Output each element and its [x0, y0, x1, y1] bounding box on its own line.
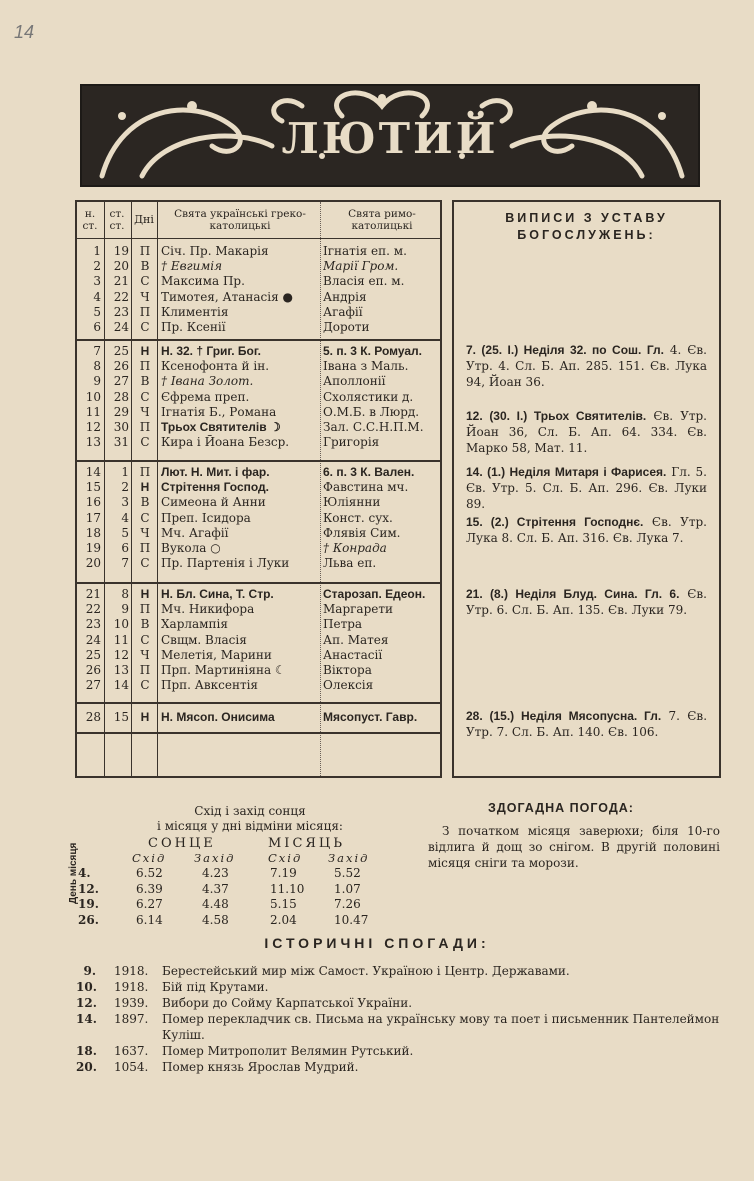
weekday: В [140, 374, 150, 389]
calendar-row [77, 587, 440, 602]
history-text: Берестейський мир між Самост. Україною і Центр. Державами. [162, 964, 570, 978]
old-style-day: 25 [113, 344, 129, 358]
sun-set-time: 4.48 [202, 897, 229, 911]
new-style-day: 25 [85, 647, 101, 662]
new-style-day: 20 [85, 556, 101, 571]
calendar-row [77, 374, 440, 389]
excerpt-text: 4. Єв. Утр. 4. Сл. Б. Ап. 285. 151. Єв. Лука 94, Йоан 36. [466, 343, 707, 389]
week-block [77, 239, 440, 341]
sun-rise-label: Схід [132, 851, 167, 865]
weekday: П [139, 244, 151, 258]
history-text: Помер князь Ярослав Мудрий. [162, 1060, 359, 1074]
old-style-day: 21 [113, 274, 129, 289]
history-text: Бій під Крутами. [162, 980, 269, 994]
greek-catholic-feast: Климентія [161, 304, 229, 319]
calendar-row [77, 678, 440, 693]
day-of-month-label: День місяця [68, 842, 79, 904]
calendar-row [77, 344, 440, 359]
weekday: С [140, 556, 150, 571]
new-style-day: 27 [85, 678, 101, 693]
roman-catholic-feast: 6. п. 3 К. Вален. [323, 465, 415, 479]
new-style-day: 3 [93, 274, 101, 289]
calendar-row [77, 274, 440, 289]
header-new-style: н. ст. [82, 208, 98, 232]
calendar-row [77, 259, 440, 274]
calendar-row [77, 710, 440, 725]
weekday: С [140, 274, 150, 289]
history-text: Помер Митрополит Велямин Рутський. [162, 1044, 414, 1058]
roman-catholic-feast: 5. п. 3 К. Ромуал. [323, 344, 422, 358]
weather-title: ЗДОГАДНА ПОГОДА: [488, 801, 634, 815]
roman-catholic-feast: Льва еп. [323, 556, 377, 571]
greek-catholic-feast: † Івана Золот. [161, 374, 254, 389]
new-style-day: 22 [85, 602, 101, 617]
old-style-day: 20 [113, 259, 129, 274]
new-style-day: 17 [85, 510, 101, 525]
weekday: П [139, 602, 151, 617]
history-year: 1897. [114, 1012, 149, 1026]
excerpt-text: Єв. Утр. 6. Сл. Б. Ап. 135. Єв. Луки 79. [466, 587, 707, 617]
greek-catholic-feast: Максима Пр. [161, 274, 245, 289]
weekday: С [140, 632, 150, 647]
calendar-row [77, 290, 440, 305]
excerpt-entry [466, 342, 707, 390]
day: 4. [78, 866, 91, 880]
calendar-row [77, 556, 440, 571]
sun-moon-table [70, 804, 390, 932]
calendar-row [77, 465, 440, 480]
page-number: 14 [14, 22, 35, 42]
sun-moon-row [70, 882, 390, 897]
roman-catholic-feast: Андрія [323, 289, 367, 304]
calendar-table [75, 200, 442, 778]
header-greek-catholic: Свята українські греко-католицькі [174, 208, 306, 232]
roman-catholic-feast: Юліянни [323, 495, 381, 510]
history-title: ІСТОРИЧНІ СПОГАДИ: [264, 935, 490, 951]
old-style-day: 5 [121, 525, 129, 540]
sun-moon-row [70, 913, 390, 928]
old-style-day: 23 [113, 304, 129, 319]
old-style-day: 10 [113, 617, 129, 632]
calendar-row [77, 648, 440, 663]
sun-label: СОНЦЕ [148, 836, 216, 851]
sun-rise-time: 6.14 [136, 912, 163, 927]
roman-catholic-feast: Аполлонії [323, 374, 386, 389]
excerpt-entry [466, 708, 707, 740]
new-style-day: 26 [85, 663, 101, 677]
old-style-day: 27 [113, 374, 129, 389]
sun-set-time: 4.23 [202, 866, 229, 880]
caption-line: і місяця у дні відміни місяця: [157, 819, 343, 833]
excerpt-entry [466, 514, 707, 546]
caption-line: Схід і захід сонця [194, 804, 306, 818]
header-old-style: ст. ст. [109, 208, 125, 232]
greek-catholic-feast: Н. Мясоп. Онисима [161, 710, 275, 724]
weekday: Ч [140, 289, 150, 304]
weekday: В [140, 259, 150, 274]
history-text: Помер перекладчик св. Письма на українську мову та поет і письменник Пантелеймон Куліш. [162, 1012, 720, 1042]
sun-set-time: 4.37 [202, 881, 229, 896]
greek-catholic-feast: Мелетія, Марини [161, 647, 272, 662]
calendar-row [77, 305, 440, 320]
excerpt-heading: 12. (30. І.) Трьох Святителів. [466, 409, 647, 423]
roman-catholic-feast: Агафії [323, 304, 363, 319]
roman-catholic-feast: Ігнатія еп. м. [323, 244, 407, 258]
old-style-day: 13 [113, 663, 129, 677]
roman-catholic-feast: Маргарети [323, 602, 393, 617]
greek-catholic-feast: Прп. Авксентія [161, 678, 258, 693]
moon-set-time: 5.52 [334, 866, 361, 880]
old-style-day: 9 [121, 602, 129, 617]
excerpt-text: Єв. Утр. Лука 8. Сл. Б. Ап. 316. Єв. Лука 7. [466, 515, 707, 545]
history-day: 20. [76, 1060, 97, 1074]
greek-catholic-feast: Свщм. Власія [161, 632, 247, 647]
greek-catholic-feast: Харлампія [161, 617, 228, 632]
calendar-row [77, 420, 440, 435]
greek-catholic-feast: Симеона й Анни [161, 495, 266, 510]
roman-catholic-feast: Марії Гром. [323, 259, 399, 274]
moon-set-label: Захід [328, 851, 370, 865]
history-day: 12. [76, 996, 97, 1010]
greek-catholic-feast: Кира і Йоана Безср. [161, 435, 290, 450]
moon-rise-time: 11.10 [270, 881, 305, 896]
calendar-row [77, 359, 440, 374]
greek-catholic-feast: Лют. Н. Мит. і фар. [161, 465, 270, 479]
calendar-row [77, 244, 440, 259]
calendar-row [77, 602, 440, 617]
old-style-day: 12 [113, 647, 129, 662]
weekday: С [140, 510, 150, 525]
weekday: С [140, 435, 150, 450]
new-style-day: 4 [93, 289, 101, 304]
old-style-day: 1 [121, 465, 129, 479]
old-style-day: 28 [113, 389, 129, 404]
moon-rise-time: 5.15 [270, 897, 297, 911]
calendar-row [77, 495, 440, 510]
greek-catholic-feast: Прп. Мартиніяна ☾ [161, 663, 286, 677]
moon-set-time: 10.47 [334, 912, 369, 927]
calendar-row [77, 320, 440, 335]
weekday: П [139, 420, 151, 434]
greek-catholic-feast: Єфрема преп. [161, 389, 250, 404]
history-text: Вибори до Сойму Карпатської України. [162, 996, 413, 1010]
old-style-day: 24 [113, 320, 129, 334]
roman-catholic-feast: Ап. Матея [323, 632, 389, 647]
new-style-day: 24 [85, 632, 101, 647]
new-style-day: 8 [93, 359, 101, 374]
history-day: 18. [76, 1044, 97, 1058]
old-style-day: 19 [113, 244, 129, 258]
roman-catholic-feast: Фавстина мч. [323, 480, 409, 495]
sun-set-label: Захід [194, 851, 236, 865]
excerpt-heading: 21. (8.) Неділя Блуд. Сина. Гл. 6. [466, 587, 680, 601]
history-year: 1637. [114, 1044, 149, 1058]
excerpt-heading: 15. (2.) Стрітення Господнє. [466, 515, 644, 529]
new-style-day: 21 [85, 587, 101, 601]
greek-catholic-feast: Пр. Ксенії [161, 320, 226, 334]
history-day: 14. [76, 1012, 97, 1026]
roman-catholic-feast: Схолястики д. [323, 389, 414, 404]
new-style-day: 2 [93, 259, 101, 274]
new-style-day: 16 [85, 495, 101, 510]
roman-catholic-feast: Віктора [323, 663, 372, 677]
excerpt-entry [466, 464, 707, 512]
excerpts-title: ВИПИСИ З УСТАВУ БОГОСЛУЖЕНЬ: [505, 211, 668, 242]
month-banner [80, 84, 700, 187]
weekday: П [139, 304, 151, 319]
old-style-day: 14 [113, 678, 129, 693]
weekday: Ч [140, 404, 150, 419]
history-year: 1054. [114, 1060, 149, 1074]
excerpt-heading: 14. (1.) Неділя Митаря і Фарисея. [466, 465, 667, 479]
old-style-day: 22 [113, 289, 129, 304]
weekday: П [139, 359, 151, 374]
history-year: 1939. [114, 996, 149, 1010]
weekday: Н [140, 587, 150, 601]
greek-catholic-feast: Н. 32. † Григ. Бог. [161, 344, 261, 358]
weekday: С [140, 320, 150, 334]
roman-catholic-feast: Григорія [323, 435, 380, 450]
greek-catholic-feast: Ігнатія Б., Романа [161, 404, 277, 419]
roman-catholic-feast: Івана з Маль. [323, 359, 409, 374]
roman-catholic-feast: Власія еп. м. [323, 274, 405, 289]
weather-text: З початком місяця заверюхи; біля 10-го відлига й дощ зо снігом. В другій половині місяця сніги та морози. [428, 824, 720, 870]
roman-catholic-feast: Петра [323, 617, 363, 632]
calendar-row [77, 480, 440, 495]
roman-catholic-feast: Олексія [323, 678, 374, 693]
calendar-row [77, 633, 440, 648]
weekday: П [139, 541, 151, 555]
new-style-day: 11 [85, 404, 101, 419]
history-year: 1918. [114, 980, 149, 994]
roman-catholic-feast: Анастасії [323, 647, 383, 662]
sun-rise-time: 6.52 [136, 866, 163, 880]
old-style-day: 8 [121, 587, 129, 601]
greek-catholic-feast: Тимотея, Атанасія ● [161, 289, 293, 304]
weekday: Ч [140, 525, 150, 540]
new-style-day: 5 [93, 304, 101, 319]
greek-catholic-feast: Пр. Партенія і Луки [161, 556, 290, 571]
history-day: 9. [83, 964, 96, 978]
roman-catholic-feast: Конст. сух. [323, 510, 393, 525]
weekday: Н [140, 480, 150, 495]
excerpt-text: Гл. 5. Єв. Утр. 5. Сл. Б. Ап. 296. Єв. Луки 89. [466, 465, 707, 511]
week-block [77, 582, 440, 704]
greek-catholic-feast: Мч. Никифора [161, 602, 255, 617]
greek-catholic-feast: † Евгимія [161, 259, 223, 274]
moon-rise-time: 7.19 [270, 866, 297, 880]
header-roman-catholic: Свята римо-католицькі [348, 208, 416, 232]
moon-set-time: 7.26 [334, 897, 361, 911]
roman-catholic-feast: Зал. С.С.Н.П.М. [323, 420, 424, 434]
old-style-day: 26 [113, 359, 129, 374]
header-days: Дні [134, 213, 154, 226]
roman-catholic-feast: Дороти [323, 320, 370, 334]
weekday: В [140, 617, 150, 632]
roman-catholic-feast: Мясопуст. Гавр. [323, 710, 418, 724]
old-style-day: 7 [121, 556, 129, 571]
greek-catholic-feast: Ксенофонта й ін. [161, 359, 270, 374]
new-style-day: 28 [85, 710, 101, 724]
calendar-row [77, 511, 440, 526]
greek-catholic-feast: Мч. Агафії [161, 525, 229, 540]
new-style-day: 19 [85, 541, 101, 555]
calendar-row [77, 541, 440, 556]
new-style-day: 15 [85, 480, 101, 495]
greek-catholic-feast: Січ. Пр. Макарія [161, 244, 269, 258]
week-block [77, 702, 440, 734]
weekday: В [140, 495, 150, 510]
calendar-row [77, 435, 440, 450]
old-style-day: 4 [121, 510, 129, 525]
excerpt-entry [466, 408, 707, 456]
weekday: П [139, 663, 151, 677]
excerpt-text: Єв. Утр. Йоан 36, Сл. Б. Ап. 64. 334. Єв. Марко 58, Мат. 11. [466, 409, 707, 455]
sun-set-time: 4.58 [202, 912, 229, 927]
sun-rise-time: 6.27 [136, 897, 163, 911]
sun-moon-row [70, 897, 390, 912]
calendar-row [77, 390, 440, 405]
moon-label: МІСЯЦЬ [268, 836, 345, 851]
roman-catholic-feast: † Конрада [323, 541, 387, 555]
new-style-day: 12 [85, 420, 101, 434]
calendar-row [77, 405, 440, 420]
old-style-day: 3 [121, 495, 129, 510]
old-style-day: 11 [113, 632, 129, 647]
calendar-row [77, 526, 440, 541]
new-style-day: 13 [85, 435, 101, 450]
sun-moon-caption [130, 804, 370, 834]
moon-rise-time: 2.04 [270, 912, 297, 927]
excerpt-heading: 28. (15.) Неділя Мясопусна. Гл. [466, 709, 662, 723]
month-title: ЛЮТИЙ [281, 114, 499, 163]
new-style-day: 14 [85, 465, 101, 479]
greek-catholic-feast: Стрітення Господ. [161, 480, 270, 495]
liturgy-excerpts [452, 200, 721, 778]
new-style-day: 9 [93, 374, 101, 389]
weekday: П [139, 465, 151, 479]
new-style-day: 6 [93, 320, 101, 334]
day: 26. [78, 912, 99, 927]
excerpt-text: 7. Єв. Утр. 7. Сл. Б. Ап. 140. Єв. 106. [466, 709, 708, 739]
calendar-row [77, 617, 440, 632]
calendar-row [77, 663, 440, 678]
roman-catholic-feast: Старозап. Едеон. [323, 587, 426, 601]
new-style-day: 1 [93, 244, 101, 258]
excerpt-heading: 7. (25. І.) Неділя 32. по Сош. Гл. [466, 343, 664, 357]
weekday: С [140, 678, 150, 693]
new-style-day: 7 [93, 344, 101, 358]
old-style-day: 29 [113, 404, 129, 419]
weekday: Н [140, 344, 150, 358]
old-style-day: 30 [113, 420, 129, 434]
sun-rise-time: 6.39 [136, 881, 163, 896]
old-style-day: 15 [113, 710, 129, 724]
roman-catholic-feast: О.М.Б. в Люрд. [323, 404, 420, 419]
day: 12. [78, 881, 99, 896]
old-style-day: 2 [121, 480, 129, 495]
old-style-day: 6 [121, 541, 129, 555]
sun-moon-row [70, 866, 390, 881]
new-style-day: 18 [85, 525, 101, 540]
old-style-day: 31 [113, 435, 129, 450]
greek-catholic-feast: Вукола ○ [161, 541, 221, 555]
greek-catholic-feast: Трьох Святителів ☽ [161, 420, 281, 434]
week-block [77, 460, 440, 584]
history-year: 1918. [114, 964, 149, 978]
moon-rise-label: Схід [268, 851, 303, 865]
new-style-day: 23 [85, 617, 101, 632]
greek-catholic-feast: Н. Бл. Сина, Т. Стр. [161, 587, 274, 601]
weekday: Н [140, 710, 150, 724]
greek-catholic-feast: Преп. Ісидора [161, 510, 251, 525]
new-style-day: 10 [85, 389, 101, 404]
weekday: С [140, 389, 150, 404]
weekday: Ч [140, 647, 150, 662]
day: 19. [78, 897, 99, 911]
moon-set-time: 1.07 [334, 881, 361, 896]
week-block [77, 339, 440, 462]
history-day: 10. [76, 980, 97, 994]
excerpt-entry [466, 586, 707, 618]
roman-catholic-feast: Флявія Сим. [323, 525, 401, 540]
